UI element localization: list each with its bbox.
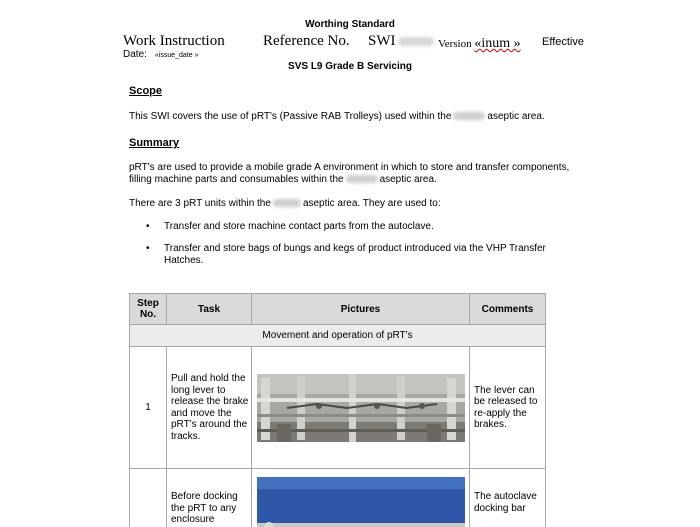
version — [438, 36, 521, 52]
redacted-blur — [453, 112, 485, 120]
summary-para-2: There are 3 pRT units within the aseptic area. They are used to: — [129, 198, 441, 209]
prt-frame-photo — [257, 374, 465, 442]
section-title: Movement and operation of pRT's — [130, 325, 546, 347]
bullet-item-2: Transfer and store bags of bungs and kegs of product introduced via the VHP Transfer Hatches. — [164, 243, 546, 266]
table-row — [130, 347, 546, 469]
header-task: Task — [167, 294, 252, 325]
bullet-marker: • — [146, 221, 150, 232]
step-number — [130, 469, 167, 527]
scope-heading: Scope — [129, 85, 163, 97]
table-header-row — [130, 294, 546, 325]
picture-cell — [252, 469, 470, 527]
task-text: Before docking the pRT to any enclosure — [167, 469, 252, 527]
section-row — [130, 325, 546, 347]
document-title: SVS L9 Grade B Servicing — [288, 61, 412, 72]
bullet-item-1: Transfer and store machine contact parts from the autoclave. — [164, 221, 434, 232]
date-label: Date: — [123, 49, 147, 60]
version-label: Version — [438, 38, 472, 50]
scope-text: This SWI covers the use of pRT's (Passive RAB Trolleys) used within the aseptic area. — [129, 111, 545, 122]
steps-table — [129, 293, 546, 527]
summary-heading: Summary — [129, 137, 180, 149]
header-comments: Comments — [470, 294, 546, 325]
redacted-blur — [273, 199, 301, 207]
picture-cell — [252, 347, 470, 469]
date-line — [123, 49, 199, 60]
comment-text: The autoclave docking bar — [470, 469, 546, 527]
redacted-blur — [398, 37, 434, 46]
comment-text: The lever can be released to re-apply the brakes. — [470, 347, 546, 469]
standard-name: Worthing Standard — [305, 19, 395, 30]
step-number: 1 — [130, 347, 167, 469]
summary-para-1: pRT's are used to provide a mobile grade A environment in which to store and transfer components, filling machine parts and consumables within the aseptic area. — [129, 162, 570, 185]
reference-label: Reference No. — [263, 33, 350, 49]
effective-label: Effective — [542, 36, 584, 48]
date-value: «issue_date » — [154, 52, 199, 59]
header-pictures: Pictures — [252, 294, 470, 325]
bullet-marker: • — [146, 243, 150, 254]
autoclave-docking-photo — [257, 477, 465, 527]
work-instruction-label: Work Instruction — [123, 33, 225, 49]
header-step: Step No. — [130, 294, 167, 325]
version-value: «inum » — [474, 36, 521, 51]
table-row — [130, 469, 546, 527]
task-text: Pull and hold the long lever to release the brake and move the pRT's around the tracks. — [167, 347, 252, 469]
redacted-blur — [346, 175, 378, 183]
reference-value: SWI — [368, 33, 434, 50]
